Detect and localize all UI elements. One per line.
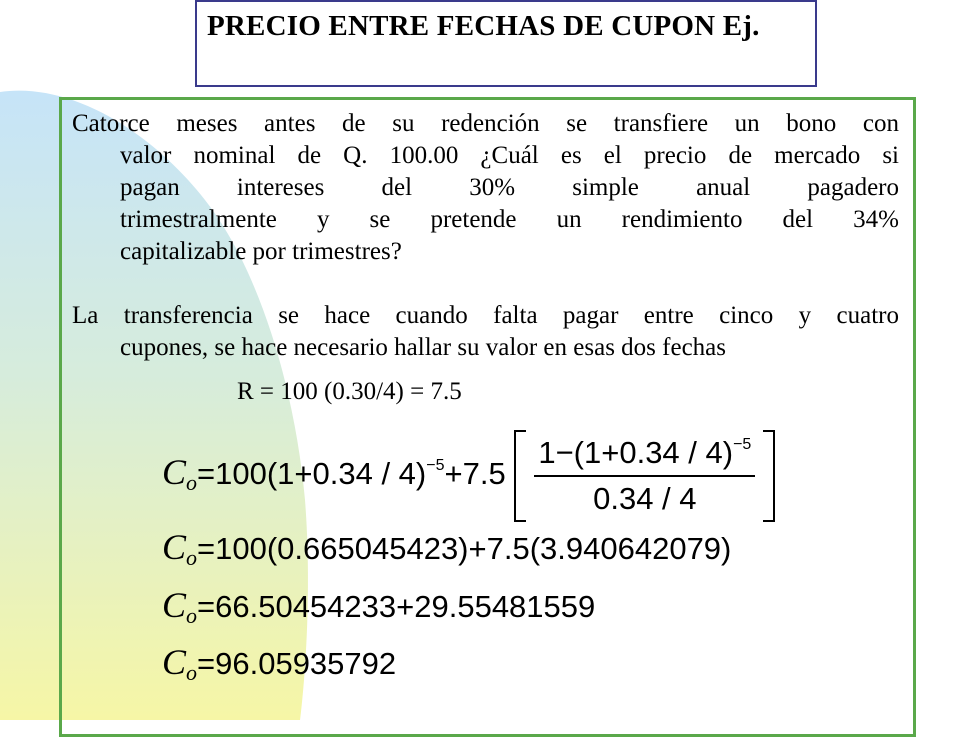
co-symbol: $C_o$ [162,527,198,570]
formula-1-lhs: =100(1+0.34 / 4) [197,456,427,492]
formula-1-mid: +7.5 [444,456,506,492]
title-box [195,0,817,87]
coupon-calculation: R = 100 (0.30/4) = 7.5 [237,378,462,405]
explanation-line-2: cupones, se hace necesario hallar su valor en esas dos fechas [120,334,726,361]
problem-statement [72,108,899,268]
annuity-bracket [514,430,775,522]
co-symbol: $C_o$ [162,452,198,496]
fraction-numerator: $1-(1+0.34 / 4)^{-5}$ [534,435,755,477]
co-symbol: $C_o$ [162,642,198,685]
explanation [72,300,899,364]
formula-4-rhs: =96.05935792 [197,646,397,681]
formula-3 [162,584,595,629]
problem-line-2: valor nominal de Q. 100.00 ¿Cuál es el precio de mercado si [120,142,899,169]
problem-line-5: capitalizable por trimestres? [120,238,402,265]
explanation-line-1: La transferencia se hace cuando falta pagar entre cinco y cuatro [72,302,899,329]
formula-1-exponent: −5 [426,457,445,475]
co-symbol: $C_o$ [162,585,198,628]
problem-line-1: Catorce meses antes de su redención se transfiere un bono con [72,110,899,137]
problem-line-3: pagan intereses del 30% simple anual pagadero [120,174,899,201]
content-box [59,97,916,737]
page-title: PRECIO ENTRE FECHAS DE CUPON Ej. [207,10,760,42]
left-bracket [514,430,526,522]
formula-2-rhs: =100(0.665045423)+7.5(3.940642079) [197,531,732,566]
annuity-fraction [534,435,755,517]
formula-1 [162,430,775,522]
problem-line-4: trimestralmente y se pretende un rendimiento del 34% [120,206,899,233]
formula-3-rhs: =66.50454233+29.55481559 [197,589,596,624]
right-bracket [763,430,775,522]
formula-4 [162,641,396,686]
formula-2 [162,526,731,571]
fraction-denominator: 0.34 / 4 [593,481,697,516]
